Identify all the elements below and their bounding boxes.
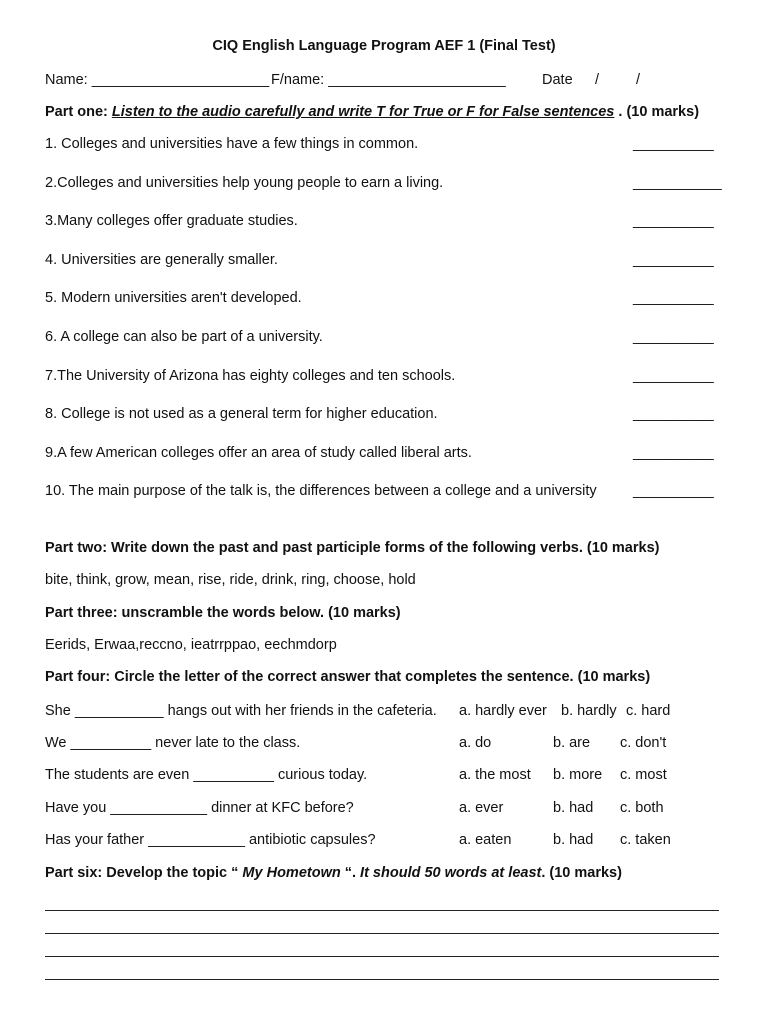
scrambled-words: Eerids, Erwaa,reccno, ieatrrppao, eechmdorp (45, 637, 337, 653)
part1-heading-prefix: Part one: (45, 104, 112, 120)
tf-question: 7.The University of Arizona has eighty colleges and ten schools. (45, 368, 456, 384)
mc-option-c[interactable]: c. hard (626, 703, 671, 719)
mc-option-a[interactable]: a. hardly ever (459, 703, 547, 719)
date-label: Date (542, 72, 573, 88)
writing-line (45, 933, 719, 934)
mc-question-stem: We __________ never late to the class. (45, 735, 301, 751)
tf-answer-blank[interactable]: __________ (633, 445, 714, 461)
part6-heading-suffix: . (10 marks) (541, 865, 622, 881)
mc-option-c[interactable]: c. don't (620, 735, 667, 751)
part1-heading-suffix: . (10 marks) (614, 104, 700, 120)
tf-question: 1. Colleges and universities have a few things in common. (45, 136, 419, 152)
part1-instruction: Listen to the audio carefully and write T for True or F for False sentences (111, 104, 615, 120)
tf-question: 2.Colleges and universities help young people to earn a living. (45, 175, 444, 191)
part4-heading: Part four: Circle the letter of the correct answer that completes the sentence. (10 marks) (45, 669, 651, 685)
date-separator: / (595, 72, 600, 88)
mc-question-stem: She ___________ hangs out with her friends in the cafeteria. (45, 703, 437, 719)
tf-question: 5. Modern universities aren't developed. (45, 290, 302, 306)
mc-option-c[interactable]: c. most (620, 767, 667, 783)
mc-option-a[interactable]: a. the most (459, 767, 531, 783)
date-separator: / (636, 72, 641, 88)
verb-list: bite, think, grow, mean, rise, ride, drink, ring, choose, hold (45, 572, 416, 588)
mc-option-b[interactable]: b. had (553, 832, 594, 848)
tf-answer-blank[interactable]: __________ (633, 406, 714, 422)
part6-heading-mid: “. (340, 865, 361, 881)
writing-line (45, 956, 719, 957)
tf-answer-blank[interactable]: ___________ (633, 175, 722, 191)
tf-answer-blank[interactable]: __________ (633, 329, 714, 345)
tf-question: 6. A college can also be part of a university. (45, 329, 323, 345)
mc-option-c[interactable]: c. taken (620, 832, 671, 848)
writing-line (45, 910, 719, 911)
part2-heading: Part two: Write down the past and past participle forms of the following verbs. (10 marks) (45, 540, 660, 556)
mc-option-b[interactable]: b. had (553, 800, 594, 816)
part6-heading (45, 865, 622, 881)
mc-option-b[interactable]: b. are (553, 735, 591, 751)
writing-line (45, 979, 719, 980)
tf-question: 4. Universities are generally smaller. (45, 252, 278, 268)
tf-answer-blank[interactable]: __________ (633, 136, 714, 152)
essay-requirement: It should 50 words at least (360, 865, 542, 881)
tf-answer-blank[interactable]: __________ (633, 483, 714, 499)
essay-topic: My Hometown (242, 865, 341, 881)
mc-question-stem: Has your father ____________ antibiotic capsules? (45, 832, 376, 848)
tf-question: 8. College is not used as a general term for higher education. (45, 406, 438, 422)
mc-option-c[interactable]: c. both (620, 800, 664, 816)
tf-answer-blank[interactable]: __________ (633, 290, 714, 306)
part3-heading: Part three: unscramble the words below. (10 marks) (45, 605, 401, 621)
fname-field[interactable]: F/name: ______________________ (271, 72, 506, 88)
mc-option-a[interactable]: a. eaten (459, 832, 512, 848)
mc-option-b[interactable]: b. more (553, 767, 603, 783)
mc-question-stem: The students are even __________ curious today. (45, 767, 368, 783)
mc-option-a[interactable]: a. do (459, 735, 492, 751)
tf-question: 10. The main purpose of the talk is, the differences between a college and a university (45, 483, 597, 499)
tf-question: 9.A few American colleges offer an area of study called liberal arts. (45, 445, 472, 461)
test-title: CIQ English Language Program AEF 1 (Final Test) (212, 38, 556, 54)
tf-answer-blank[interactable]: __________ (633, 252, 714, 268)
mc-option-a[interactable]: a. ever (459, 800, 504, 816)
tf-question: 3.Many colleges offer graduate studies. (45, 213, 298, 229)
part6-heading-prefix: Part six: Develop the topic “ (45, 865, 243, 881)
tf-answer-blank[interactable]: __________ (633, 368, 714, 384)
name-field[interactable]: Name: ______________________ (45, 72, 270, 88)
part1-heading (45, 104, 699, 120)
mc-option-b[interactable]: b. hardly (561, 703, 617, 719)
tf-answer-blank[interactable]: __________ (633, 213, 714, 229)
mc-question-stem: Have you ____________ dinner at KFC before? (45, 800, 354, 816)
